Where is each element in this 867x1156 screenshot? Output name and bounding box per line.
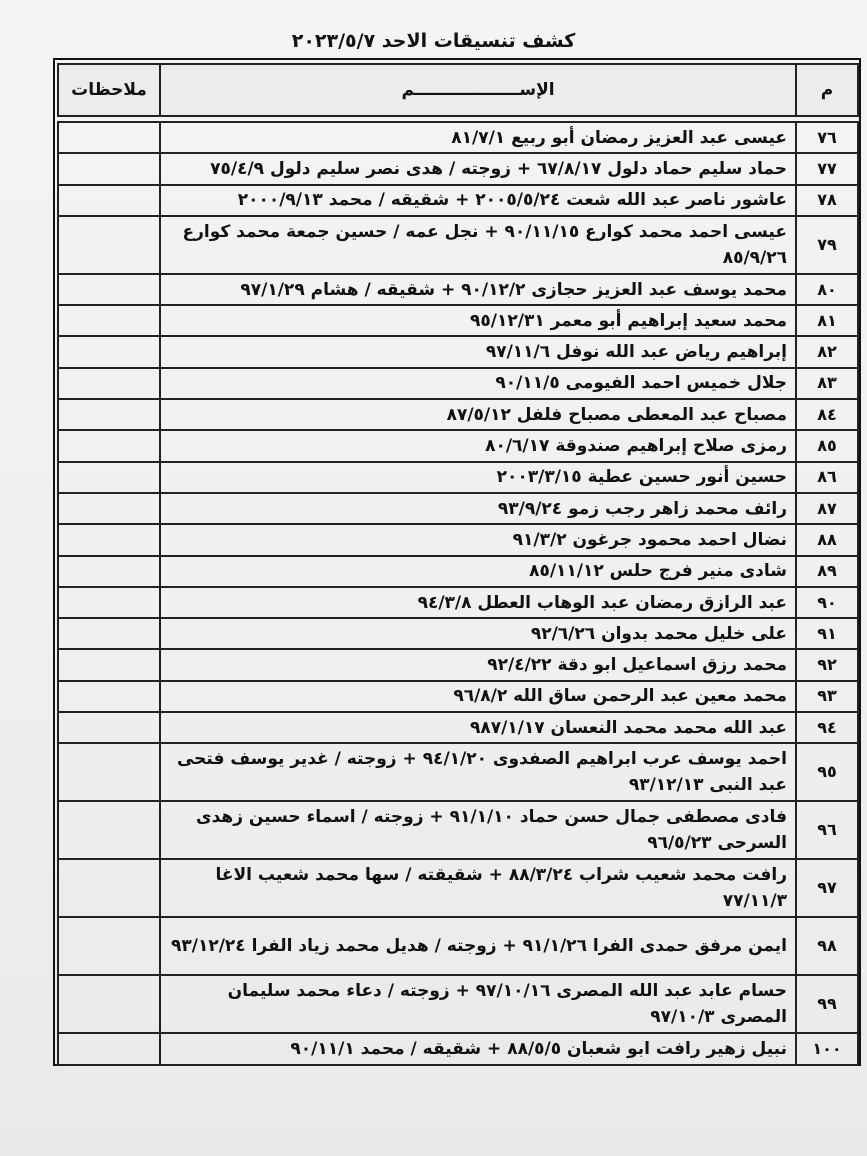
row-notes — [58, 681, 160, 712]
row-name: محمد يوسف عبد العزيز حجازى ٩٠/١٢/٢ + شقيقه / هشام ٩٧/١/٢٩ — [160, 274, 796, 305]
table-row — [58, 462, 858, 493]
table-row — [58, 712, 858, 743]
row-number: ٩٠ — [796, 587, 858, 618]
row-name: رافت محمد شعيب شراب ٨٨/٣/٢٤ + شقيقته / سها محمد شعيب الاغا ٧٧/١١/٣ — [160, 859, 796, 917]
row-notes — [58, 368, 160, 399]
row-notes — [58, 462, 160, 493]
table-row — [58, 975, 858, 1033]
row-number: ٨٦ — [796, 462, 858, 493]
table-row — [58, 274, 858, 305]
row-name: رائف محمد زاهر رجب زمو ٩٣/٩/٢٤ — [160, 493, 796, 524]
table-row — [58, 153, 858, 184]
row-notes — [58, 122, 160, 153]
table-body — [58, 116, 858, 1065]
row-notes — [58, 524, 160, 555]
row-name: محمد رزق اسماعيل ابو دقة ٩٢/٤/٢٢ — [160, 649, 796, 680]
row-name: حماد سليم حماد دلول ٦٧/٨/١٧ + زوجته / هدى نصر سليم دلول ٧٥/٤/٩ — [160, 153, 796, 184]
row-number: ١٠٠ — [796, 1033, 858, 1064]
row-notes — [58, 305, 160, 336]
row-number: ٧٩ — [796, 216, 858, 274]
row-notes — [58, 1033, 160, 1064]
row-number: ٩٩ — [796, 975, 858, 1033]
table-row — [58, 524, 858, 555]
row-number: ٨٤ — [796, 399, 858, 430]
row-number: ٩٣ — [796, 681, 858, 712]
row-name: شادى منير فرج حلس ٨٥/١١/١٢ — [160, 556, 796, 587]
row-name: إبراهيم رياض عبد الله نوفل ٩٧/١١/٦ — [160, 336, 796, 367]
names-table — [57, 63, 859, 1066]
row-notes — [58, 859, 160, 917]
row-notes — [58, 649, 160, 680]
row-number: ٩٨ — [796, 917, 858, 975]
row-notes — [58, 185, 160, 216]
row-notes — [58, 153, 160, 184]
row-number: ٩٤ — [796, 712, 858, 743]
row-notes — [58, 399, 160, 430]
row-number: ٩٧ — [796, 859, 858, 917]
row-name: جلال خميس احمد الفيومى ٩٠/١١/٥ — [160, 368, 796, 399]
document-title: كشف تنسيقات الاحد ٢٠٢٣/٥/٧ — [291, 30, 576, 52]
row-notes — [58, 274, 160, 305]
row-notes — [58, 336, 160, 367]
row-name: عبد الله محمد محمد النعسان ٩٨٧/١/١٧ — [160, 712, 796, 743]
table-row — [58, 430, 858, 461]
row-name: عيسى احمد محمد كوارع ٩٠/١١/١٥ + نجل عمه / حسين جمعة محمد كوارع ٨٥/٩/٢٦ — [160, 216, 796, 274]
row-notes — [58, 975, 160, 1033]
row-number: ٩٥ — [796, 743, 858, 801]
row-name: حسين أنور حسين عطية ٢٠٠٣/٣/١٥ — [160, 462, 796, 493]
table-row — [58, 493, 858, 524]
row-number: ٨٧ — [796, 493, 858, 524]
row-name: عيسى عبد العزيز رمضان أبو ربيع ٨١/٧/١ — [160, 122, 796, 153]
row-number: ٨٣ — [796, 368, 858, 399]
table-row — [58, 216, 858, 274]
row-number: ٧٧ — [796, 153, 858, 184]
row-notes — [58, 712, 160, 743]
row-number: ٨٢ — [796, 336, 858, 367]
table-row — [58, 587, 858, 618]
row-notes — [58, 556, 160, 587]
row-number: ٧٨ — [796, 185, 858, 216]
header-notes: ملاحظات — [58, 64, 160, 116]
row-name: عبد الرازق رمضان عبد الوهاب العطل ٩٤/٣/٨ — [160, 587, 796, 618]
table-row — [58, 917, 858, 975]
table-row — [58, 801, 858, 859]
table-row — [58, 649, 858, 680]
table-row — [58, 336, 858, 367]
row-notes — [58, 743, 160, 801]
table-row — [58, 859, 858, 917]
row-notes — [58, 917, 160, 975]
row-name: ايمن مرفق حمدى الفرا ٩١/١/٢٦ + زوجته / هديل محمد زياد الفرا ٩٣/١٢/٢٤ — [160, 917, 796, 975]
table-row — [58, 305, 858, 336]
row-name: حسام عابد عبد الله المصرى ٩٧/١٠/١٦ + زوجته / دعاء محمد سليمان المصرى ٩٧/١٠/٣ — [160, 975, 796, 1033]
row-name: فادى مصطفى جمال حسن حماد ٩١/١/١٠ + زوجته / اسماء حسين زهدى السرحى ٩٦/٥/٢٣ — [160, 801, 796, 859]
row-name: نضال احمد محمود جرغون ٩١/٣/٢ — [160, 524, 796, 555]
row-notes — [58, 216, 160, 274]
header-name: الإســــــــــــــــــم — [160, 64, 796, 116]
row-number: ٩٦ — [796, 801, 858, 859]
table-row — [58, 368, 858, 399]
row-number: ٨٠ — [796, 274, 858, 305]
row-number: ٩٢ — [796, 649, 858, 680]
row-notes — [58, 493, 160, 524]
table-row — [58, 743, 858, 801]
row-number: ٨٥ — [796, 430, 858, 461]
row-notes — [58, 430, 160, 461]
row-name: محمد معين عبد الرحمن ساق الله ٩٦/٨/٢ — [160, 681, 796, 712]
row-number: ٨١ — [796, 305, 858, 336]
row-name: رمزى صلاح إبراهيم صندوقة ٨٠/٦/١٧ — [160, 430, 796, 461]
table-row — [58, 618, 858, 649]
row-notes — [58, 801, 160, 859]
table-row — [58, 681, 858, 712]
row-number: ٩١ — [796, 618, 858, 649]
table-row — [58, 122, 858, 153]
row-number: ٧٦ — [796, 122, 858, 153]
row-notes — [58, 618, 160, 649]
table-row — [58, 1033, 858, 1064]
table-row — [58, 185, 858, 216]
header-num: م — [796, 64, 858, 116]
table-row — [58, 556, 858, 587]
row-number: ٨٩ — [796, 556, 858, 587]
table-row — [58, 399, 858, 430]
row-name: محمد سعيد إبراهيم أبو معمر ٩٥/١٢/٣١ — [160, 305, 796, 336]
row-number: ٨٨ — [796, 524, 858, 555]
row-name: عاشور ناصر عبد الله شعت ٢٠٠٥/٥/٢٤ + شقيقه / محمد ٢٠٠٠/٩/١٣ — [160, 185, 796, 216]
row-name: نبيل زهير رافت ابو شعبان ٨٨/٥/٥ + شقيقه / محمد ٩٠/١١/١ — [160, 1033, 796, 1064]
row-notes — [58, 587, 160, 618]
header-row — [58, 64, 858, 116]
row-name: مصباح عبد المعطى مصباح فلفل ٨٧/٥/١٢ — [160, 399, 796, 430]
row-name: على خليل محمد بدوان ٩٢/٦/٢٦ — [160, 618, 796, 649]
row-name: احمد يوسف عرب ابراهيم الصفدوى ٩٤/١/٢٠ + زوجته / غدير يوسف فتحى عبد النبى ٩٣/١٢/١٣ — [160, 743, 796, 801]
